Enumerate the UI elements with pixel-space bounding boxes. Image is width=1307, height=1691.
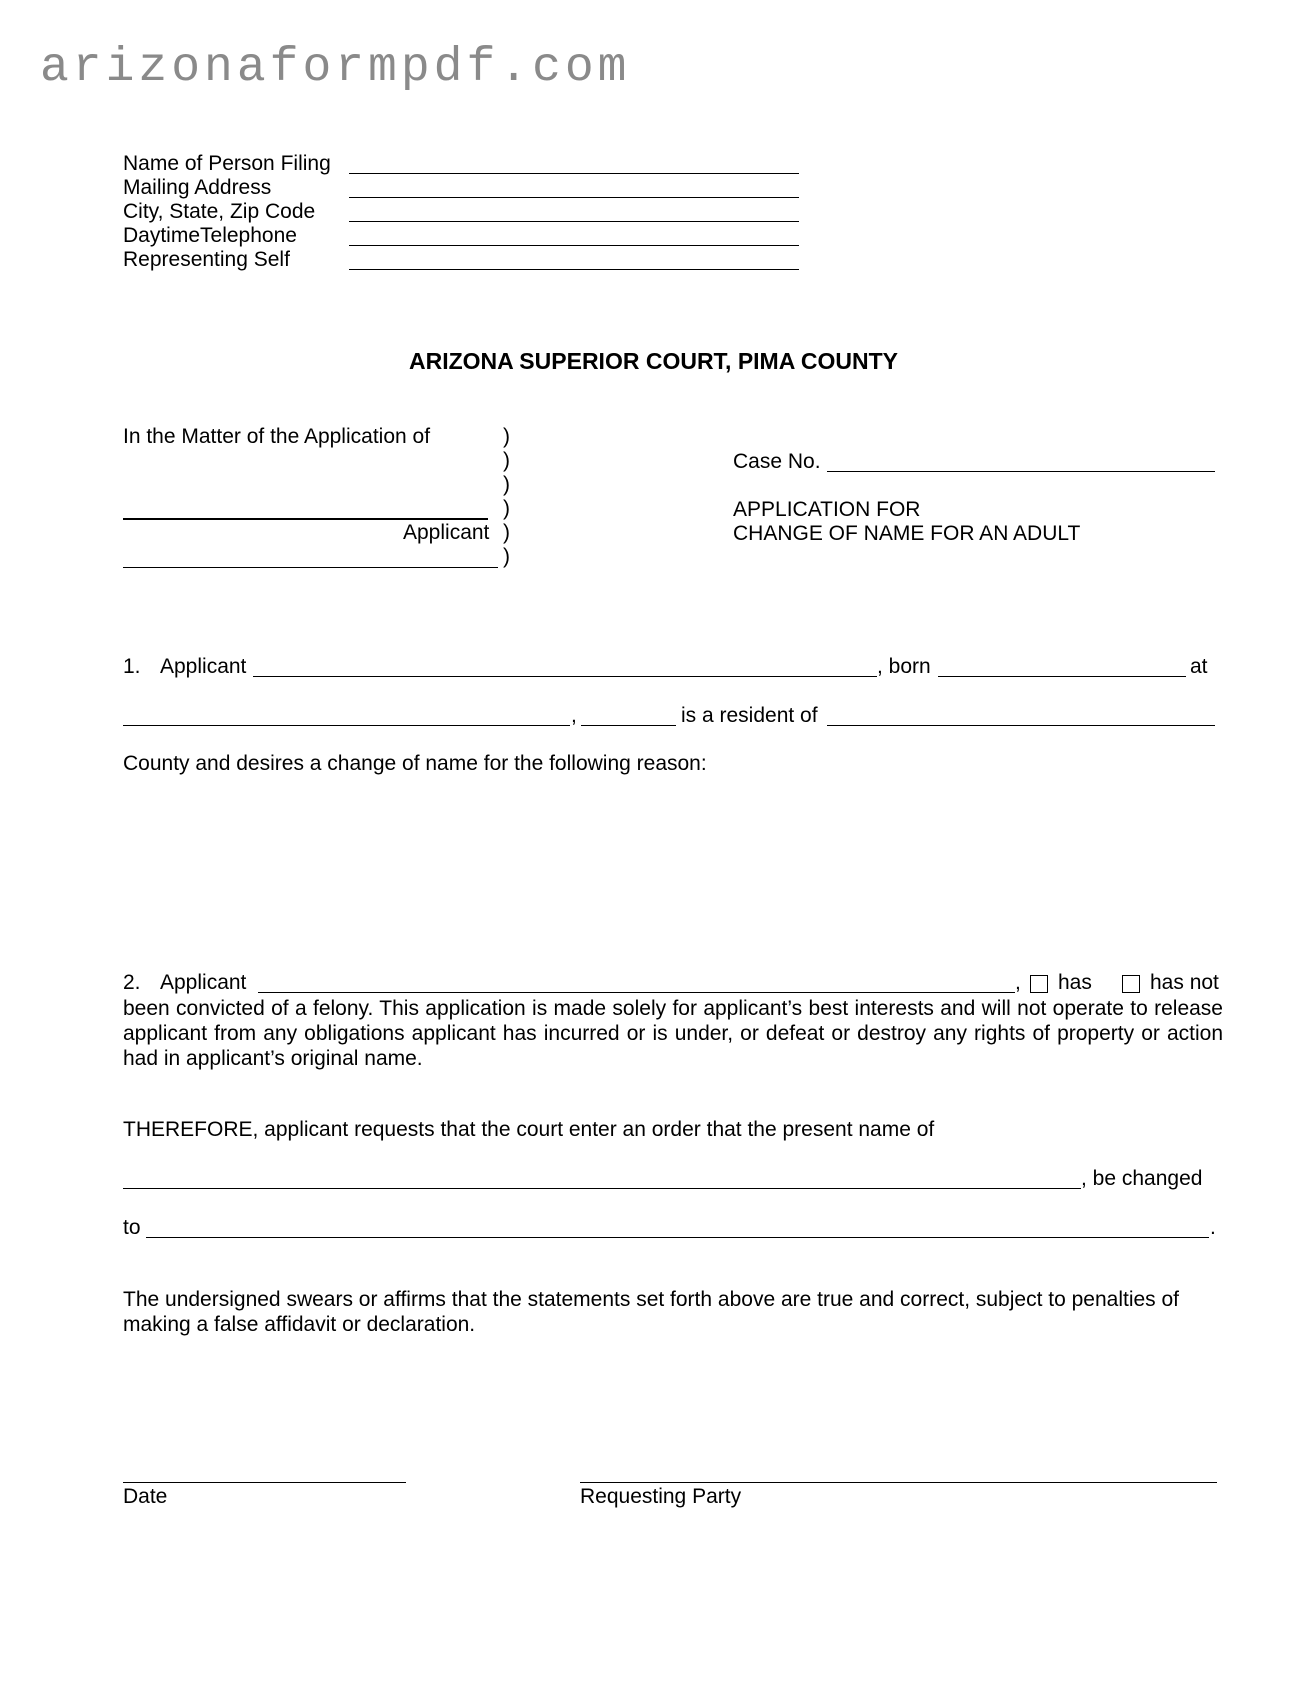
reason-text: County and desires a change of name for the following reason: bbox=[123, 752, 707, 775]
daytime-telephone-field[interactable] bbox=[349, 245, 799, 246]
has-checkbox[interactable] bbox=[1030, 975, 1048, 993]
caption-paren: ) bbox=[503, 473, 510, 496]
reason-field[interactable] bbox=[123, 785, 1223, 955]
has-label: has bbox=[1058, 971, 1092, 994]
caption-paren: ) bbox=[503, 425, 510, 448]
item-2-number: 2. bbox=[123, 971, 141, 994]
court-title: ARIZONA SUPERIOR COURT, PIMA COUNTY bbox=[409, 348, 898, 374]
document-title-line-2: CHANGE OF NAME FOR AN ADULT bbox=[733, 522, 1081, 545]
resident-county-field[interactable] bbox=[827, 725, 1215, 726]
applicant-name-field[interactable] bbox=[123, 518, 488, 520]
resident-label: is a resident of bbox=[681, 704, 818, 727]
mailing-address-label: Mailing Address bbox=[123, 176, 272, 199]
therefore-text: THEREFORE, applicant requests that the court enter an order that the present name of bbox=[123, 1118, 935, 1141]
watermark: arizonaformpdf.com bbox=[40, 41, 631, 95]
has-not-checkbox[interactable] bbox=[1122, 975, 1140, 993]
applicant-name-field-2[interactable] bbox=[123, 567, 498, 568]
birth-date-field[interactable] bbox=[938, 676, 1186, 677]
has-not-label: has not bbox=[1150, 971, 1219, 994]
to-label: to bbox=[123, 1216, 141, 1239]
case-no-field[interactable] bbox=[827, 471, 1215, 472]
item-2-applicant-label: Applicant bbox=[160, 971, 247, 994]
caption-paren: ) bbox=[503, 521, 510, 544]
document-title-line-1: APPLICATION FOR bbox=[733, 498, 921, 521]
representing-self-label: Representing Self bbox=[123, 248, 290, 271]
mailing-address-field[interactable] bbox=[349, 197, 799, 198]
date-field[interactable] bbox=[123, 1482, 406, 1483]
item-1-applicant-label: Applicant bbox=[160, 655, 247, 678]
at-label: at bbox=[1190, 655, 1208, 678]
birth-state-field[interactable] bbox=[581, 725, 676, 726]
name-of-person-filing-label: Name of Person Filing bbox=[123, 152, 331, 175]
representing-self-field[interactable] bbox=[349, 269, 799, 270]
case-no-label: Case No. bbox=[733, 450, 821, 473]
comma: , bbox=[571, 704, 577, 727]
applicant-caption-label: Applicant bbox=[403, 521, 490, 544]
caption-paren: ) bbox=[503, 545, 510, 568]
comma: , bbox=[1015, 971, 1021, 994]
item-1-number: 1. bbox=[123, 655, 141, 678]
item-2-body-text: been convicted of a felony. This application is made solely for applicant’s best interests and will not operate to release applicant from any obligations applicant has incurred or is under, or defeat or destroy any rights of property or action had in applicant’s original name. bbox=[123, 997, 1223, 1070]
item-1-applicant-name-field[interactable] bbox=[253, 676, 877, 677]
new-name-field[interactable] bbox=[146, 1237, 1209, 1238]
requesting-party-signature-field[interactable] bbox=[580, 1482, 1217, 1483]
city-state-zip-field[interactable] bbox=[349, 221, 799, 222]
matter-label: In the Matter of the Application of bbox=[123, 425, 431, 448]
caption-paren: ) bbox=[503, 449, 510, 472]
item-2-applicant-name-field[interactable] bbox=[258, 992, 1015, 993]
born-label: , born bbox=[877, 655, 931, 678]
name-of-person-filing-field[interactable] bbox=[349, 173, 799, 174]
period: . bbox=[1210, 1216, 1216, 1239]
requesting-party-label: Requesting Party bbox=[580, 1485, 742, 1508]
birth-city-field[interactable] bbox=[123, 725, 570, 726]
present-name-field[interactable] bbox=[123, 1188, 1081, 1189]
caption-paren: ) bbox=[503, 497, 510, 520]
date-label: Date bbox=[123, 1485, 168, 1508]
city-state-zip-label: City, State, Zip Code bbox=[123, 200, 316, 223]
daytime-telephone-label: DaytimeTelephone bbox=[123, 224, 297, 247]
affirmation-text: The undersigned swears or affirms that the statements set forth above are true and correct, subject to penalties of making a false affidavit or declaration. bbox=[123, 1288, 1180, 1336]
be-changed-label: , be changed bbox=[1081, 1167, 1203, 1190]
